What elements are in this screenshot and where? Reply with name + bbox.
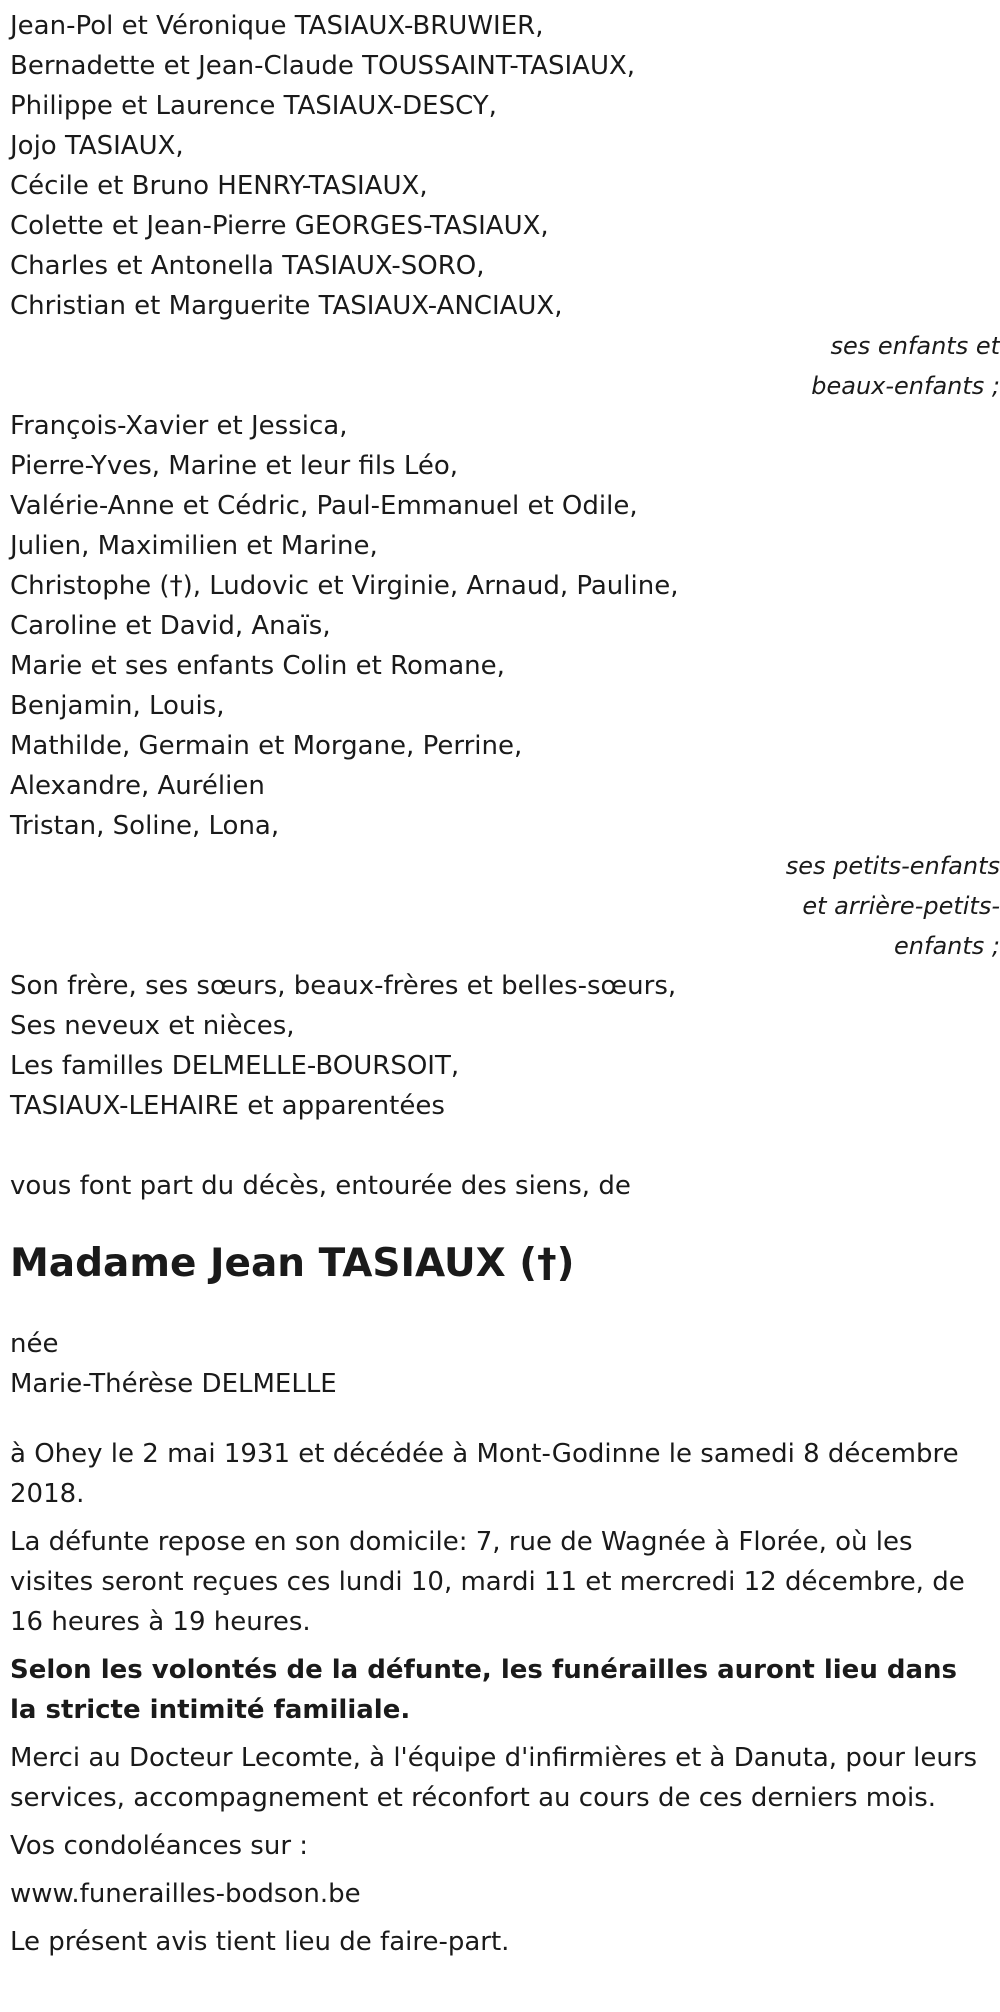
children-line: Bernadette et Jean-Claude TOUSSAINT-TASIAUX, [10, 51, 636, 81]
children-line: Jean-Pol et Véronique TASIAUX-BRUWIER, [10, 11, 544, 41]
grandchildren-line: Caroline et David, Anaïs, [10, 611, 331, 641]
visitation-paragraph: La défunte repose en son domicile: 7, rue de Wagnée à Florée, où les visites seront reçues ces lundi 10, mardi 11 et mercredi 12 décembre, de 16 heures à 19 heures. [10, 1527, 965, 1637]
grandchildren-line: Alexandre, Aurélien [10, 771, 265, 801]
children-role-line: ses enfants et [830, 332, 1000, 360]
children-role-line: beaux-enfants ; [811, 372, 1000, 400]
birth-death-paragraph: à Ohey le 2 mai 1931 et décédée à Mont-Godinne le samedi 8 décembre 2018. [10, 1439, 959, 1509]
grandchildren-line: Julien, Maximilien et Marine, [10, 531, 378, 561]
grandchildren-line: Marie et ses enfants Colin et Romane, [10, 651, 505, 681]
children-line: Cécile et Bruno HENRY-TASIAUX, [10, 171, 428, 201]
grandchildren-line: Mathilde, Germain et Morgane, Perrine, [10, 731, 523, 761]
maiden-name: Marie-Thérèse DELMELLE [10, 1369, 337, 1399]
children-line: Philippe et Laurence TASIAUX-DESCY, [10, 91, 497, 121]
children-list [10, 6, 1000, 326]
grandchildren-list [10, 406, 1000, 846]
grandchildren-line: Christophe (†), Ludovic et Virginie, Arnaud, Pauline, [10, 571, 679, 601]
spacer [10, 1126, 990, 1166]
grandchildren-line: Benjamin, Louis, [10, 691, 225, 721]
children-role [10, 326, 1000, 406]
deceased-name: Madame Jean TASIAUX (†) [10, 1241, 575, 1286]
grandchildren-line: Valérie-Anne et Cédric, Paul-Emmanuel et Odile, [10, 491, 638, 521]
announcement-intro: vous font part du décès, entourée des siens, de [10, 1171, 631, 1201]
website-link[interactable]: www.funerailles-bodson.be [10, 1879, 361, 1909]
other-relatives-line: Son frère, ses sœurs, beaux-frères et belles-sœurs, [10, 971, 677, 1001]
thanks-paragraph: Merci au Docteur Lecomte, à l'équipe d'infirmières et à Danuta, pour leurs services, accompagnement et réconfort au cours de ces derniers mois. [10, 1743, 978, 1813]
funeral-paragraph: Selon les volontés de la défunte, les funérailles auront lieu dans la stricte intimité familiale. [10, 1655, 958, 1725]
children-line: Charles et Antonella TASIAUX-SORO, [10, 251, 485, 281]
closing-paragraph: Le présent avis tient lieu de faire-part. [10, 1927, 510, 1957]
grandchildren-role-line: et arrière-petits- [802, 892, 1000, 920]
other-relatives-list [10, 966, 1000, 1126]
other-relatives-line: Ses neveux et nièces, [10, 1011, 295, 1041]
children-line: Jojo TASIAUX, [10, 131, 184, 161]
maiden-name-block [10, 1324, 990, 1404]
grandchildren-line: Pierre-Yves, Marine et leur fils Léo, [10, 451, 459, 481]
condolences-label: Vos condoléances sur : [10, 1831, 309, 1861]
other-relatives-line: TASIAUX-LEHAIRE et apparentées [10, 1091, 445, 1121]
grandchildren-line: François-Xavier et Jessica, [10, 411, 348, 441]
other-relatives-line: Les familles DELMELLE-BOURSOIT, [10, 1051, 460, 1081]
nee-label: née [10, 1329, 59, 1359]
children-line: Colette et Jean-Pierre GEORGES-TASIAUX, [10, 211, 549, 241]
grandchildren-role [10, 846, 1000, 966]
grandchildren-role-line: enfants ; [894, 932, 1000, 960]
children-line: Christian et Marguerite TASIAUX-ANCIAUX, [10, 291, 563, 321]
spacer [10, 1404, 990, 1434]
grandchildren-line: Tristan, Soline, Lona, [10, 811, 280, 841]
grandchildren-role-line: ses petits-enfants [785, 852, 1000, 880]
